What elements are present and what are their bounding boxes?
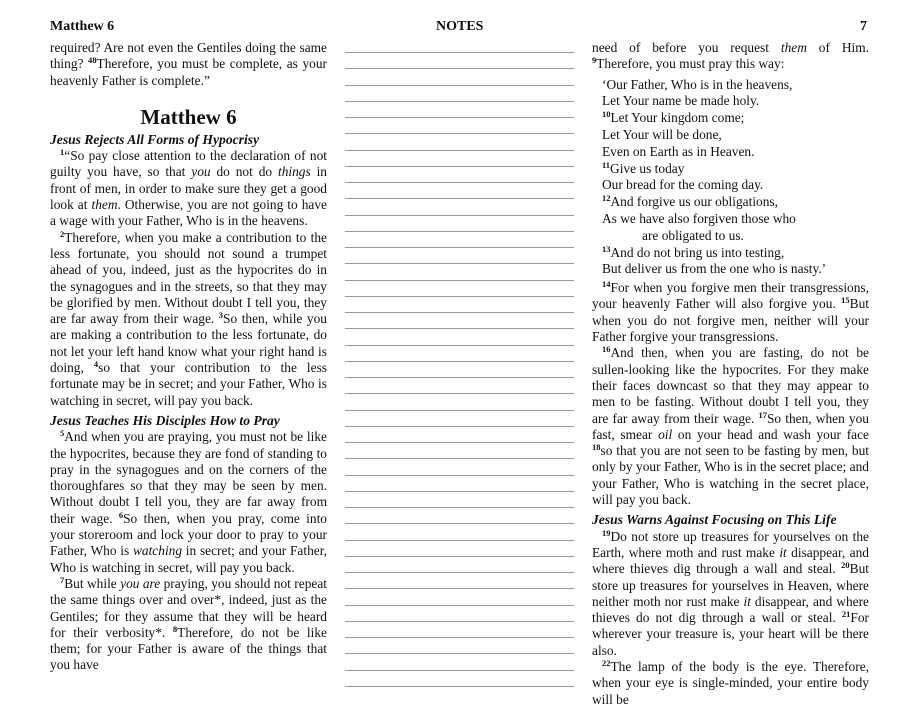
note-line [345, 328, 574, 329]
chapter-title: Matthew 6 [140, 104, 237, 129]
note-line [345, 68, 574, 69]
note-line [345, 442, 574, 443]
verse-number: 14 [602, 279, 611, 290]
right-text-column [592, 40, 869, 708]
verse-paragraph: need of before you request them of Him. $^9$Therefore, you must pray this way: [592, 40, 869, 72]
note-line [345, 523, 574, 524]
note-line [345, 507, 574, 508]
note-line [345, 572, 574, 573]
prayer-line: are obligated to us. [642, 227, 744, 243]
note-line [345, 150, 574, 151]
verse-paragraph: $^7$But while you are praying, you should not repeat the same things over and over*, indeed, just as the Gentiles; for they assume that they will be heard for their verbosity*. $^8$Therefore, do not be like them; for your Father is aware of the things that you have [50, 574, 327, 673]
note-line [345, 621, 574, 622]
italic-word: oil [658, 426, 673, 442]
verse-paragraph: $^{19}$Do not store up treasures for yourselves on the Earth, where moth and rust make it disappear, and where thieves dig through a wall and steal. $^{20}$But store up treasures for yourselves in Heaven, where neither moth nor rust make it disappear, and where thieves do not dig through a wall or steal. $^{21}$For wherever your treasure is, your heart will be there also. [592, 527, 869, 658]
verse-number: 22 [602, 657, 611, 668]
verse-number: 16 [602, 344, 611, 355]
verse-number: 7 [60, 574, 65, 585]
italic-word: you [191, 164, 211, 180]
running-header-notes: NOTES [436, 19, 484, 34]
prayer-line: Even on Earth as in Heaven. [602, 143, 755, 159]
note-line [345, 410, 574, 411]
verse-number: 4 [93, 359, 99, 370]
verse-number: 21 [841, 609, 851, 620]
left-text-column [50, 40, 327, 674]
note-line [345, 166, 574, 167]
section-heading: Jesus Warns Against Focusing on This Life [592, 512, 837, 528]
note-line [345, 133, 574, 134]
italic-word: you are [120, 575, 161, 591]
prayer-line: $^{13}$And do not bring us into testing, [602, 243, 785, 260]
verse-number: 5 [60, 428, 65, 439]
verse-paragraph: $^{14}$For when you forgive men their transgressions, your heavenly Father will also forgive you. $^{15}$But when you do not forgive men, neither will your Father forgive your transgressions. [592, 279, 869, 345]
note-line [345, 280, 574, 281]
verse-paragraph: $^1$“So pay close attention to the declaration of not guilty you have, so that you do not do things in front of men, in order to make sure they get a good look at them. Otherwise, you are not going to have a wage with your Father, Who is in the heavens. [50, 147, 327, 229]
lords-prayer-poem [602, 77, 869, 279]
note-line [345, 198, 574, 199]
verse-number: 48 [88, 55, 97, 66]
notes-lines-area[interactable] [345, 40, 574, 690]
verse-number: 9 [592, 55, 597, 66]
page-number: 7 [860, 19, 867, 34]
note-line [345, 296, 574, 297]
prayer-line: Let Your will be done, [602, 126, 722, 142]
note-line [345, 605, 574, 606]
note-line [345, 312, 574, 313]
note-line [345, 247, 574, 248]
note-line [345, 345, 574, 346]
italic-word: them [780, 40, 807, 55]
verse-number: 18 [592, 442, 601, 453]
italic-word: it [743, 593, 751, 609]
verse-number: 15 [841, 295, 850, 306]
prayer-line: As we have also forgiven those who [602, 210, 796, 226]
prayer-line: $^{12}$And forgive us our obligations, [602, 193, 778, 210]
verse-number: 10 [602, 109, 611, 120]
italic-word: watching [132, 543, 183, 559]
italic-word: things [277, 164, 311, 180]
verse-paragraph: required? Are not even the Gentiles doing the same thing? $^{48}$Therefore, you must be complete, as your heavenly Father is complete.” [50, 40, 327, 88]
note-line [345, 653, 574, 654]
note-line [345, 231, 574, 232]
note-line [345, 458, 574, 459]
note-line [345, 637, 574, 638]
note-line [345, 182, 574, 183]
section-heading: Jesus Rejects All Forms of Hypocrisy [50, 131, 260, 147]
note-line [345, 556, 574, 557]
note-line [345, 686, 574, 687]
running-header-book: Matthew 6 [50, 19, 115, 34]
verse-number: 6 [118, 509, 124, 520]
section-heading: Jesus Teaches His Disciples How to Pray [50, 412, 280, 428]
note-line [345, 426, 574, 427]
prayer-line: But deliver us from the one who is nasty.’ [602, 261, 827, 277]
note-line [345, 263, 574, 264]
verse-paragraph: $^5$And when you are praying, you must not be like the hypocrites, because they are fond of standing to pray in the synagogues and on the corners of the thoroughfares so that they may be seen by men. Without doubt I tell you, they are far away from their wage. $^6$So then, when you pray, come into your storeroom and lock your door to pray to your Father, Who is watching in secret; and your Father, Who is watching in secret, will pay you back. [50, 428, 327, 575]
note-line [345, 117, 574, 118]
verse-number: 8 [172, 623, 178, 634]
note-line [345, 85, 574, 86]
verse-number: 13 [602, 243, 611, 254]
note-line [345, 393, 574, 394]
verse-number: 17 [758, 409, 767, 420]
prayer-line: ‘Our Father, Who is in the heavens, [602, 76, 793, 92]
verse-paragraph: $^{16}$And then, when you are fasting, do not be sullen-looking like the hypocrites. For they make their faces downcast so that they may appear to men to be fasting. Without doubt I tell you, they are far away from their wage. $^{17}$So then, when you fast, smear oil on your head and wash your face $^{18}$so that you are not seen to be fasting by men, but only by your Father, Who is in the secret place; and your Father, Who is watching in the secret place, will pay you back. [592, 344, 869, 508]
italic-word: it [779, 544, 787, 560]
verse-number: 1 [60, 147, 65, 158]
verse-number: 20 [841, 560, 850, 571]
verse-paragraph: $^2$Therefore, when you make a contribution to the less fortunate, you should not sound a trumpet ahead of you, indeed, just as the hypocrites do in the synagogues and in the streets, so that they may be glorified by men. Without doubt I tell you, they are far away from their wage. $^3$So then, while you are making a contribution to the less fortunate, do not let your left hand know what your right hand is doing, $^4$so that your contribution to the less fortunate may be in secret; and your Father, Who is watching in secret, will pay you back. [50, 228, 327, 408]
note-line [345, 361, 574, 362]
note-line [345, 670, 574, 671]
note-line [345, 475, 574, 476]
note-line [345, 52, 574, 53]
prayer-line: Let Your name be made holy. [602, 93, 760, 109]
note-line [345, 540, 574, 541]
verse-number: 3 [218, 310, 224, 321]
prayer-line: Our bread for the coming day. [602, 177, 764, 193]
note-line [345, 101, 574, 102]
verse-paragraph: $^{22}$The lamp of the body is the eye. Therefore, when your eye is single-minded, your entire body will be [592, 657, 869, 707]
verse-number: 2 [60, 228, 65, 239]
note-line [345, 491, 574, 492]
prayer-line: $^{11}$Give us today [602, 159, 685, 176]
verse-number: 11 [602, 159, 611, 170]
prayer-line: $^{10}$Let Your kingdom come; [602, 109, 745, 126]
verse-number: 19 [602, 527, 611, 538]
italic-word: them [91, 197, 118, 213]
note-line [345, 588, 574, 589]
note-line [345, 377, 574, 378]
verse-number: 12 [602, 193, 611, 204]
note-line [345, 215, 574, 216]
